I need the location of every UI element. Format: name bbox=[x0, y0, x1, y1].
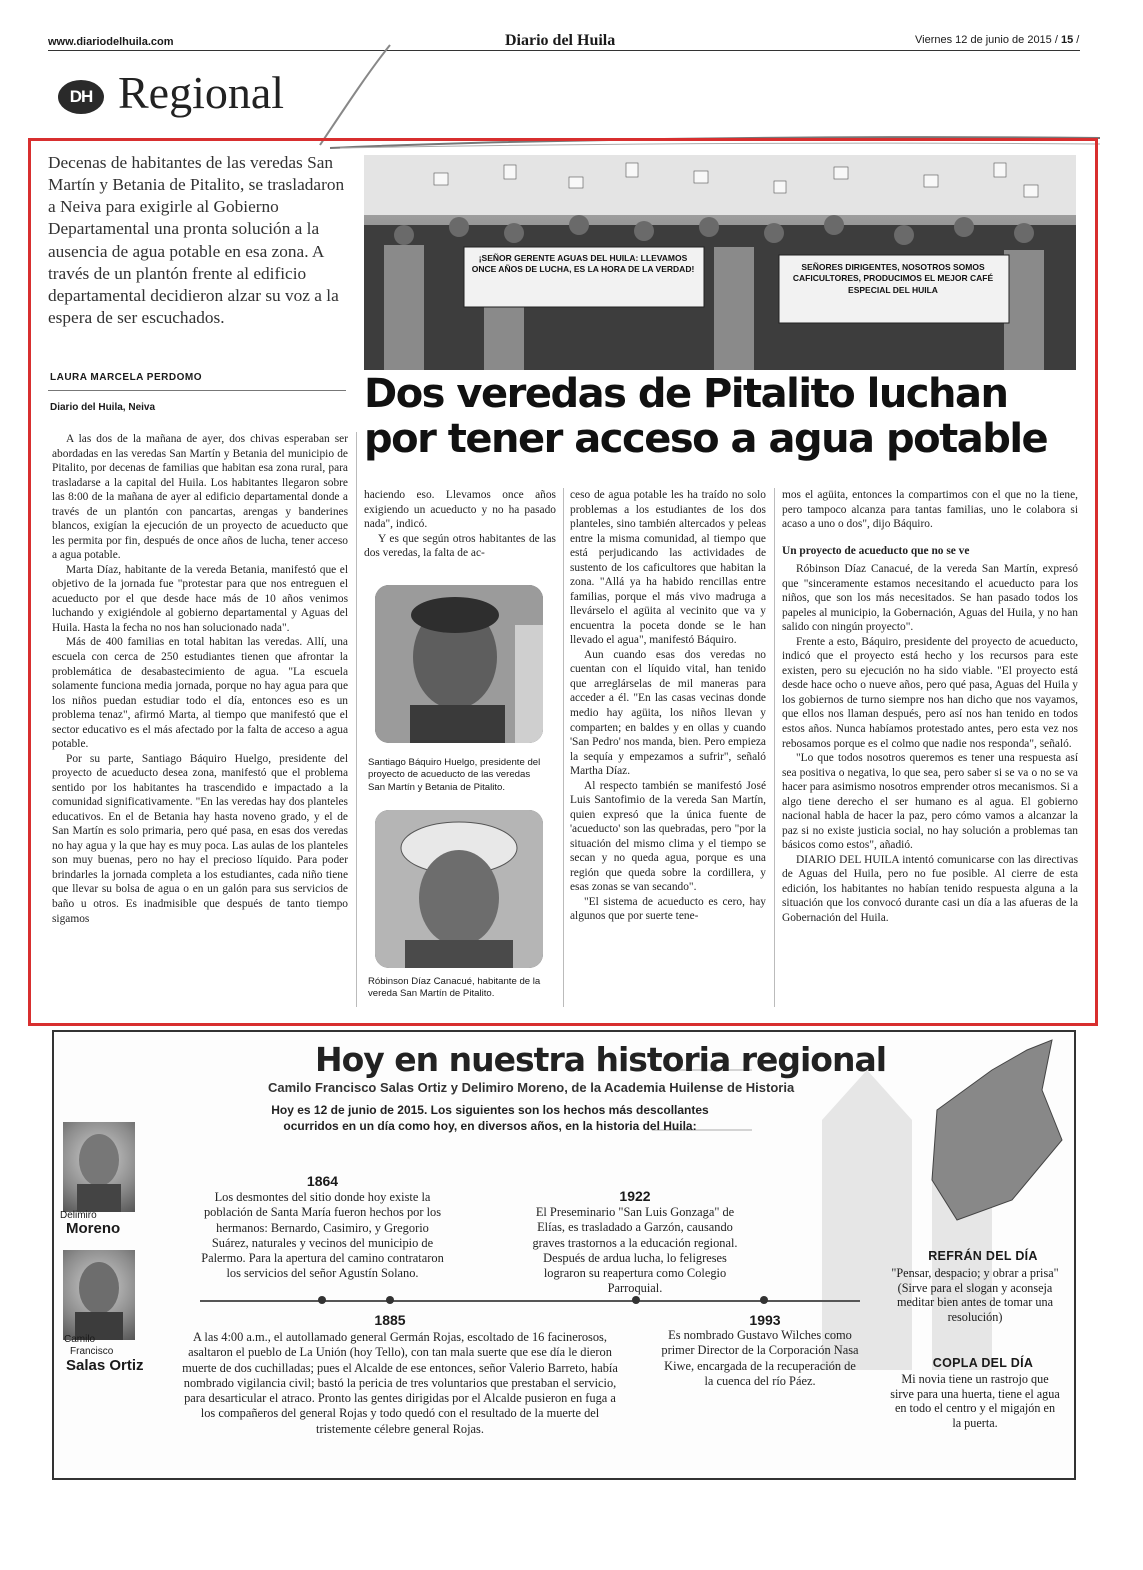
event-text: Es nombrado Gustavo Wilches como primer Director de la Corporación Nasa Kiwe, encargada de la recuperación de la cuenca del río Páez. bbox=[661, 1328, 859, 1388]
dateline: Diario del Huila, Neiva bbox=[50, 402, 156, 413]
refran-title: REFRÁN DEL DÍA bbox=[928, 1249, 1038, 1263]
copla-title: COPLA DEL DÍA bbox=[932, 1356, 1034, 1370]
banner-left: ¡SEÑOR GERENTE AGUAS DEL HUILA: LLEVAMOS ONCE AÑOS DE LUCHA, ES LA HORA DE LA VERDAD! bbox=[471, 253, 695, 275]
history-intro: Hoy es 12 de junio de 2015. Los siguientes son los hechos más descollantes ocurridos en un día como hoy, en diversos años, en la historia del Huila: bbox=[271, 1103, 709, 1133]
author1-last-name: Moreno bbox=[66, 1220, 121, 1237]
event-year: 1922 bbox=[619, 1188, 651, 1204]
column-divider bbox=[563, 488, 564, 1007]
paragraph: ceso de agua potable les ha traído no solo problemas a los estudiantes de los dos planteles, sino también altercados y peleas entre la misma comunidad, al tiempo que está perjudicando las actividades de sustento de los caficultores que habitan la zona. "Allá ya ha habido rencillas entre familias, porque el más vivo madruga a llevárselo el agüita al vecinito que va y encuentra la poceta donde se le han llevado el agua", manifestó Báquiro. bbox=[570, 489, 766, 647]
portrait-santiago-baquiro bbox=[375, 585, 543, 743]
byline-rule bbox=[48, 390, 346, 391]
author2-middle-name: Francisco bbox=[70, 1346, 114, 1357]
history-title: Hoy en nuestra historia regional bbox=[315, 1040, 887, 1079]
event-year: 1864 bbox=[306, 1173, 339, 1189]
article-column-4 bbox=[782, 488, 1078, 925]
photo-caption-1: Santiago Báquiro Huelgo, presidente del proyecto de acueducto de las veredas San Martín y Betania de Pitalito. bbox=[368, 757, 541, 793]
paragraph: Aun cuando esas dos veredas no cuentan con el líquido vital, han tenido que arreglárselas de mil maneras para acceder a él. "En las casas vecinas donde medio hay agüita, los niños llevan y comparten; en baldes y en ollas y cuando 'San Pedro' nos manda, bien. Pero empieza la sequía y empezamos a sufrir", señaló Martha Díaz. bbox=[570, 648, 766, 778]
paragraph: "Lo que todos nosotros queremos es tener una respuesta así sea positiva o negativa, lo que sea, pero saber si se va o no se va hacer para asimismo nosotros emprender otros mecanismos. Si a algo tiene derecho el ser humano es al agua. El gobierno nacional habla de hacer la paz, pero cómo vamos a alcanzar la paz si no existe justicia social, no hay solución a problemas tan básicos como estos", añadió. bbox=[782, 752, 1078, 852]
timeline-dot bbox=[760, 1296, 768, 1304]
copla-text: Mi novia tiene un rastrojo que sirve para una huerta, tiene el agua en todo el centro y el migajón en la puerta. bbox=[890, 1372, 1060, 1430]
paragraph: Frente a esto, Báquiro, presidente del proyecto de acueducto, indicó que el proyecto está hecho y los recursos para este existen, pero su ejecución no ha sido viable. "El proyecto está desde hace ocho o nueve años, pero qué pasa, Aguas del Huila y los gobiernos de turno siempre nos han dicho que nos vayamos, que ellos nos llaman después, pero así nos han tenido en todos estos años. Nunca habíamos protestado antes, pero esta vez nos rebosamos porque es el colmo que nadie nos responda", señaló. bbox=[782, 635, 1078, 750]
article-column-1 bbox=[52, 432, 348, 926]
column-divider bbox=[774, 488, 775, 1007]
photo-caption-2: Róbinson Díaz Canacué, habitante de la vereda San Martín de Pitalito. bbox=[368, 976, 541, 1000]
section-title: Regional bbox=[118, 67, 285, 118]
article-lead: Decenas de habitantes de las veredas San Martín y Betania de Pitalito, se trasladaron a Neiva para exigirle al Gobierno Departamental una pronta solución a la ausencia de agua potable en esa zona. A través de un plantón frente al edificio departamental decidieron alzar su voz a la espera de ser escuchados. bbox=[48, 153, 345, 327]
byline: LAURA MARCELA PERDOMO bbox=[50, 372, 202, 383]
event-text: El Preseminario "San Luis Gonzaga" de Elías, es trasladado a Garzón, causando graves trastornos a la educación regional. Después de ardua lucha, lo feligreses lograron su reapertura como Colegio Parroquial. bbox=[532, 1205, 738, 1296]
event-text: Los desmontes del sitio donde hoy existe la población de Santa María fueron hechos por los hermanos: Bernardo, Casimiro, y Gregorio Suárez, naturales y vecinos del municipio de Palermo. Para la apertura del camino contrataron los servicios del señor Agustín Solano. bbox=[201, 1190, 444, 1281]
paragraph: DIARIO DEL HUILA intentó comunicarse con las directivas de Aguas del Huila, pero no fue posible. Al cierre de esta edición, los habitantes no habían tenido respuesta alguna a la situación que los convocó durante casi un día a las afueras de la Gobernación del Huila. bbox=[782, 853, 1078, 924]
paragraph: Marta Díaz, habitante de la vereda Betania, manifestó que el objetivo de la jornada fue "protestar para que nos entreguen el acueducto por el que desde hace más de 10 años venimos luchando y exigiéndole al gobierno departamental y Aguas del Huila. Hasta la fecha no nos han solucionado nada". bbox=[52, 563, 348, 634]
site-url: www.diariodelhuila.com bbox=[48, 36, 174, 48]
portrait-robinson-diaz bbox=[375, 810, 543, 968]
issue-date-text: Viernes 12 de junio de 2015 bbox=[915, 34, 1052, 46]
paper-name-prefix: Diario del bbox=[505, 32, 573, 49]
paragraph: mos el agüita, entonces la compartimos con el que no la tiene, pero tampoco alcanza para tantas familias, uno le colabora si acaso a uno o dos", dijo Báquiro. bbox=[782, 489, 1078, 531]
author2-last-name: Salas Ortiz bbox=[66, 1357, 144, 1374]
banner-right: SEÑORES DIRIGENTES, NOSOTROS SOMOS CAFICULTORES, PRODUCIMOS EL MEJOR CAFÉ ESPECIAL DEL HUILA bbox=[792, 262, 994, 295]
issue-date: Viernes 12 de junio de 2015 / 15 / bbox=[915, 34, 1080, 46]
paragraph: Más de 400 familias en total habitan las veredas. Allí, una escuela con cerca de 250 estudiantes tienen que afrontar la problemática de desabastecimiento de agua. "La escuela solamente funciona media jornada, porque no hay agua para que los niños puedan estudiar todo el día, entonces eso es un problema tenaz", afirmó Marta, al tiempo que manifestó que el sector educativo es el más afectado por la falta de acceso a agua potable. bbox=[52, 636, 348, 751]
history-subtitle: Camilo Francisco Salas Ortiz y Delimiro Moreno, de la Academia Huilense de Historia bbox=[268, 1080, 795, 1095]
paragraph: haciendo eso. Llevamos once años exigiendo un acueducto y no ha pasado nada", indicó. bbox=[364, 489, 556, 531]
paper-name-bold: Huila bbox=[577, 32, 616, 49]
paragraph: Róbinson Díaz Canacué, de la vereda San Martín, expresó que "sinceramente estamos necesitando el acueducto para los niños, que son los más necesitados. Se han pasado todos los papeles al municipio, la Gobernación, Aguas del Huila, y no han salido con ningún proyecto". bbox=[782, 563, 1078, 634]
refran-text: "Pensar, despacio; y obrar a prisa" (Sirve para el slogan y aconseja meditar bien antes de tomar una resolución) bbox=[891, 1266, 1059, 1324]
page-number: 15 bbox=[1060, 34, 1074, 46]
paragraph: Por su parte, Santiago Báquiro Huelgo, presidente del proyecto de acueducto desea zona, manifestó que el problema sentido por los habitantes ha trascendido e impactado a la comunidad significativamente. "En las veredas hay dos planteles educativos. En el de Betania hay hasta noveno grado, y el de San Martín es solo primaria, pero qué pasa, en esas dos veredas no hay agua y la que hay es muy poca. Las aulas de los planteles son muy buenas, pero no hay el precioso líquido. Para poder brindarles la jornada completa a los estudiantes, cada niño tiene que llevar su bolsa de agua o en un galón para sus servicios de baño u otros. Es inadmisible que después de tanto tiempo sigamos bbox=[52, 752, 348, 925]
event-year: 1885 bbox=[374, 1312, 406, 1328]
timeline-dot bbox=[318, 1296, 326, 1304]
subheading: Un proyecto de acueducto que no se ve bbox=[782, 544, 970, 557]
paragraph: A las dos de la mañana de ayer, dos chivas esperaban ser abordadas en las veredas San Martín y Betania del municipio de Pitalito, por decenas de familias que habitan esa zona rural, para trasladarse a la capital del Huila. Los habitantes llegaron sobre las 8:00 de la mañana de ayer al edificio departamental donde a través de un plantón con pancartas, arengas y banderines blancos, exigían la ejecución de un proyecto de acueducto que les permita por fin, después de once años de lucha, tener acceso a agua potable. bbox=[52, 433, 348, 562]
paragraph: "El sistema de acueducto es cero, hay algunos que por suerte tene- bbox=[570, 895, 766, 923]
timeline-dot bbox=[386, 1296, 394, 1304]
headline: Dos veredas de Pitalito luchan por tener acceso a agua potable bbox=[364, 371, 1048, 462]
header-swoosh bbox=[310, 40, 1110, 150]
article-column-3 bbox=[570, 488, 766, 924]
photo-delimiro-moreno bbox=[63, 1122, 135, 1212]
article-column-2 bbox=[364, 488, 556, 561]
author1-first-name: Delimiro bbox=[60, 1210, 97, 1221]
paragraph: Al respecto también se manifestó José Luis Santofimio de la vereda San Martín, quien expresó que la única fuente de 'acueducto' son las quebradas, pero "por la situación del mismo clima y el tiempo se secan y no queda agua, porque es una región que queda sobre la cordillera, y esas zonas se van secando". bbox=[570, 779, 766, 894]
photo-camilo-salas bbox=[63, 1250, 135, 1340]
column-divider bbox=[356, 432, 357, 1007]
author2-first-name: Camilo bbox=[64, 1334, 96, 1345]
dh-logo: DH bbox=[58, 80, 104, 114]
paragraph: Y es que según otros habitantes de las dos veredas, la falta de ac- bbox=[364, 532, 556, 560]
event-year: 1993 bbox=[749, 1312, 781, 1328]
event-text: A las 4:00 a.m., el autollamado general Germán Rojas, escoltado de 16 facinerosos, asaltaron el pueblo de La Unión (hoy Tello), con tan mala suerte que ese día le dieron muerte de dos cuchilladas; pues el Alcalde de ese entonces, señor Valerio Barreto, había nombrado vigilancia civil; bastó la pericia de tres voluntarios que prestaban el servicio, para desarticular el atraco. Pronto las gentes dirigidas por el Alcalde pusieron en fuga a los compañeros del general Rojas y todo quedó con el resultado de la muerte del tristemente célebre general Rojas. bbox=[182, 1330, 618, 1436]
timeline-dot bbox=[632, 1296, 640, 1304]
